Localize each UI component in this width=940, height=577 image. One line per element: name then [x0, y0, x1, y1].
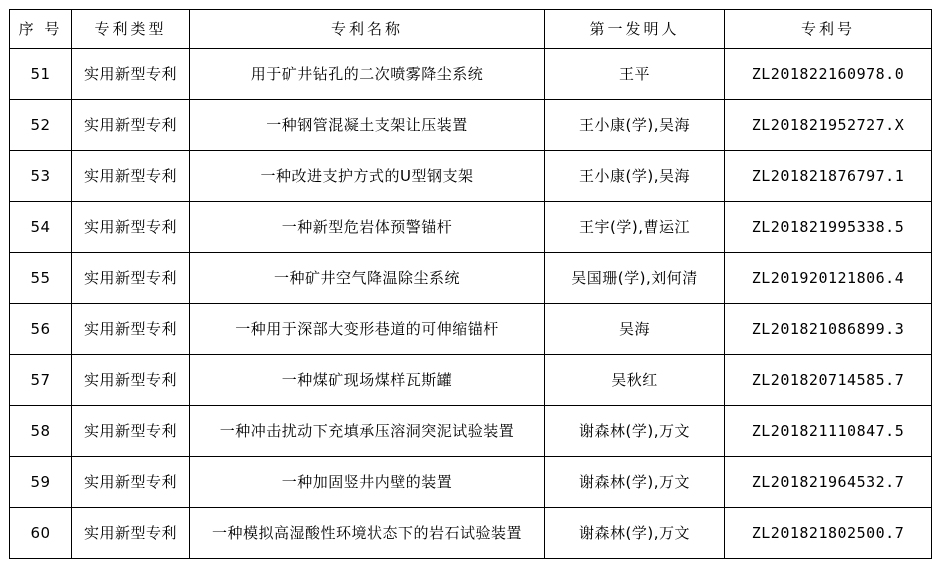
column-header-name-label: 专利名称: [330, 20, 403, 38]
cell-name: 一种模拟高湿酸性环境状态下的岩石试验装置: [190, 508, 545, 559]
column-header-type: [72, 10, 190, 49]
column-header-inventor-label: 第一发明人: [589, 20, 680, 38]
cell-type: 实用新型专利: [72, 304, 190, 355]
column-header-type-label: 专利类型: [94, 20, 167, 38]
cell-type: 实用新型专利: [72, 253, 190, 304]
column-header-seq-label: 序 号: [18, 20, 63, 38]
cell-inventor: 谢森林(学),万文: [545, 406, 725, 457]
table-row: [10, 253, 932, 304]
cell-patent-no: ZL201820714585.7: [725, 355, 932, 406]
table-row: [10, 457, 932, 508]
cell-type: 实用新型专利: [72, 151, 190, 202]
cell-type: 实用新型专利: [72, 100, 190, 151]
cell-seq: 53: [10, 151, 72, 202]
table-row: [10, 355, 932, 406]
cell-name: 一种钢管混凝土支架让压装置: [190, 100, 545, 151]
column-header-patent-no: [725, 10, 932, 49]
cell-name: 一种加固竖井内壁的装置: [190, 457, 545, 508]
cell-inventor: 吴秋红: [545, 355, 725, 406]
table-body: [10, 49, 932, 559]
table-row: [10, 49, 932, 100]
table-row: [10, 151, 932, 202]
cell-seq: 57: [10, 355, 72, 406]
cell-inventor: 吴国珊(学),刘何清: [545, 253, 725, 304]
cell-seq: 56: [10, 304, 72, 355]
cell-patent-no: ZL201821995338.5: [725, 202, 932, 253]
cell-patent-no: ZL201920121806.4: [725, 253, 932, 304]
cell-type: 实用新型专利: [72, 406, 190, 457]
table-row: [10, 100, 932, 151]
cell-seq: 59: [10, 457, 72, 508]
cell-type: 实用新型专利: [72, 49, 190, 100]
cell-patent-no: ZL201821964532.7: [725, 457, 932, 508]
column-header-inventor: [545, 10, 725, 49]
table-row: [10, 508, 932, 559]
cell-name: 一种煤矿现场煤样瓦斯罐: [190, 355, 545, 406]
cell-patent-no: ZL201821802500.7: [725, 508, 932, 559]
table-header-row: [10, 10, 932, 49]
cell-patent-no: ZL201821876797.1: [725, 151, 932, 202]
cell-inventor: 王平: [545, 49, 725, 100]
cell-inventor: 谢森林(学),万文: [545, 508, 725, 559]
cell-name: 用于矿井钻孔的二次喷雾降尘系统: [190, 49, 545, 100]
cell-inventor: 王宇(学),曹运江: [545, 202, 725, 253]
table-row: [10, 202, 932, 253]
cell-seq: 52: [10, 100, 72, 151]
cell-seq: 60: [10, 508, 72, 559]
cell-seq: 54: [10, 202, 72, 253]
cell-name: 一种改进支护方式的U型钢支架: [190, 151, 545, 202]
cell-type: 实用新型专利: [72, 457, 190, 508]
cell-name: 一种用于深部大变形巷道的可伸缩锚杆: [190, 304, 545, 355]
cell-seq: 58: [10, 406, 72, 457]
cell-patent-no: ZL201821110847.5: [725, 406, 932, 457]
patent-table: [9, 9, 932, 559]
cell-inventor: 王小康(学),吴海: [545, 151, 725, 202]
cell-patent-no: ZL201821952727.X: [725, 100, 932, 151]
cell-name: 一种冲击扰动下充填承压溶洞突泥试验装置: [190, 406, 545, 457]
cell-name: 一种矿井空气降温除尘系统: [190, 253, 545, 304]
cell-name: 一种新型危岩体预警锚杆: [190, 202, 545, 253]
column-header-name: [190, 10, 545, 49]
table-row: [10, 304, 932, 355]
table-row: [10, 406, 932, 457]
cell-inventor: 谢森林(学),万文: [545, 457, 725, 508]
cell-inventor: 王小康(学),吴海: [545, 100, 725, 151]
cell-seq: 55: [10, 253, 72, 304]
cell-patent-no: ZL201822160978.0: [725, 49, 932, 100]
cell-type: 实用新型专利: [72, 202, 190, 253]
cell-type: 实用新型专利: [72, 508, 190, 559]
cell-patent-no: ZL201821086899.3: [725, 304, 932, 355]
column-header-seq: [10, 10, 72, 49]
cell-inventor: 吴海: [545, 304, 725, 355]
cell-type: 实用新型专利: [72, 355, 190, 406]
cell-seq: 51: [10, 49, 72, 100]
column-header-patent-no-label: 专利号: [800, 20, 855, 38]
